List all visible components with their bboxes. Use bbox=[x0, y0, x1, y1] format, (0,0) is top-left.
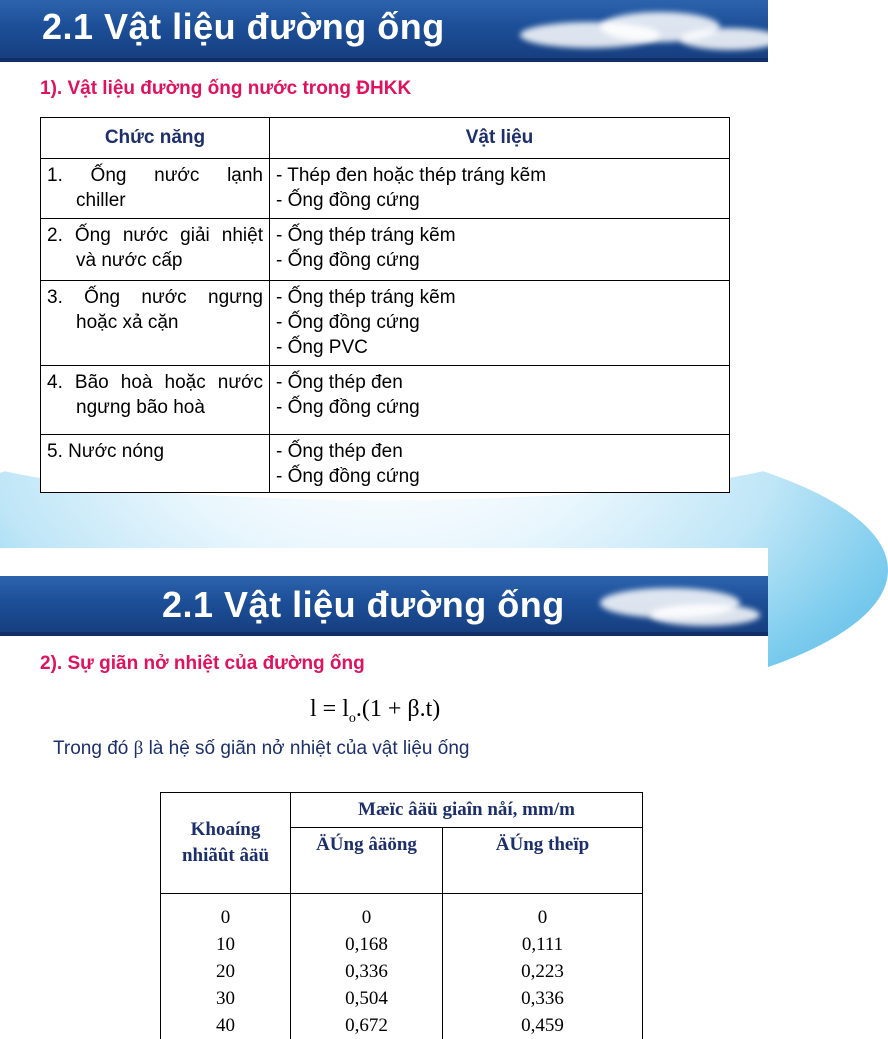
column-header-steel-pipe: ÄÚng theïp bbox=[443, 828, 643, 894]
temperature-cell: 30 bbox=[161, 985, 291, 1012]
material-item: - Ống thép tráng kẽm bbox=[276, 225, 456, 246]
function-text: 2. Ống nước giải nhiệt bbox=[47, 225, 263, 246]
table-row bbox=[41, 159, 730, 219]
copper-cell: 0,672 bbox=[291, 1012, 443, 1039]
table-row bbox=[41, 281, 730, 366]
temperature-cell: 40 bbox=[161, 1012, 291, 1039]
function-text: 4. Bão hoà hoặc nước bbox=[47, 372, 263, 393]
steel-cell: 0,223 bbox=[443, 958, 643, 985]
material-item: - Ống thép đen bbox=[276, 372, 403, 393]
copper-cell: 0 bbox=[291, 904, 443, 931]
formula-eq: = l bbox=[316, 696, 349, 722]
function-text: hoặc xả cặn bbox=[76, 312, 179, 333]
header-text: Khoaíng bbox=[190, 819, 261, 840]
table-row bbox=[161, 1012, 643, 1039]
table-row bbox=[41, 219, 730, 281]
slide-title: 2.1 Vật liệu đường ống bbox=[162, 584, 565, 625]
slide-1 bbox=[0, 0, 768, 548]
table-row bbox=[161, 985, 643, 1012]
material-item: - Ống đồng cứng bbox=[276, 466, 420, 487]
thermal-expansion-table bbox=[160, 792, 643, 1039]
function-text: ngưng bão hoà bbox=[76, 397, 205, 418]
temperature-cell: 0 bbox=[161, 904, 291, 931]
temperature-cell: 10 bbox=[161, 931, 291, 958]
table-row bbox=[161, 931, 643, 958]
column-header-copper-pipe: ÄÚng âäöng bbox=[291, 828, 443, 894]
slide-title: 2.1 Vật liệu đường ống bbox=[42, 6, 445, 47]
section-heading: 2). Sự giãn nở nhiệt của đường ống bbox=[40, 653, 365, 674]
function-text: 5. Nước nóng bbox=[47, 441, 165, 462]
material-item: - Ống đồng cứng bbox=[276, 397, 420, 418]
copper-cell: 0,336 bbox=[291, 958, 443, 985]
copper-cell: 0,168 bbox=[291, 931, 443, 958]
table-row bbox=[41, 435, 730, 493]
table-header-row bbox=[161, 793, 643, 828]
copper-cell: 0,504 bbox=[291, 985, 443, 1012]
formula-lhs: l bbox=[310, 696, 317, 722]
banner-divider bbox=[0, 632, 768, 636]
temperature-cell: 20 bbox=[161, 958, 291, 985]
function-text: chiller bbox=[76, 190, 126, 211]
description-text: Trong đó bbox=[53, 738, 134, 759]
column-header-function: Chức năng bbox=[41, 118, 270, 159]
material-item: - Ống đồng cứng bbox=[276, 312, 420, 333]
table-row bbox=[161, 904, 643, 931]
expansion-formula bbox=[310, 696, 440, 727]
material-item: - Ống đồng cứng bbox=[276, 190, 420, 211]
table-row bbox=[41, 366, 730, 435]
formula-rhs: .(1 + β.t) bbox=[355, 696, 441, 722]
formula-subscript: o bbox=[348, 710, 356, 726]
material-item: - Ống thép đen bbox=[276, 441, 403, 462]
column-header-temperature-range bbox=[161, 793, 291, 894]
material-item: - Ống thép tráng kẽm bbox=[276, 287, 456, 308]
steel-cell: 0,111 bbox=[443, 931, 643, 958]
steel-cell: 0,336 bbox=[443, 985, 643, 1012]
pipe-material-table bbox=[40, 117, 730, 493]
table-row bbox=[161, 958, 643, 985]
column-header-expansion: Mæïc âäü giaîn nåí, mm/m bbox=[291, 793, 643, 828]
material-item: - Thép đen hoặc thép tráng kẽm bbox=[276, 165, 547, 186]
beta-symbol: β bbox=[133, 738, 144, 759]
function-text: 3. Ống nước ngưng bbox=[47, 287, 263, 308]
steel-cell: 0,459 bbox=[443, 1012, 643, 1039]
header-text: nhiãût âäü bbox=[181, 845, 270, 866]
slide-2 bbox=[0, 548, 768, 1036]
cloud-decoration bbox=[650, 604, 760, 626]
material-item: - Ống PVC bbox=[276, 337, 368, 358]
description-text: là hệ số giãn nở nhiệt của vật liệu ống bbox=[143, 738, 470, 759]
steel-cell: 0 bbox=[443, 904, 643, 931]
table-header-row bbox=[41, 118, 730, 159]
formula-description bbox=[53, 738, 469, 760]
banner-divider bbox=[0, 58, 768, 62]
column-header-material: Vật liệu bbox=[270, 118, 730, 159]
function-text: 1. Ống nước lạnh bbox=[47, 165, 263, 186]
material-item: - Ống đồng cứng bbox=[276, 250, 420, 271]
cloud-decoration bbox=[680, 28, 780, 50]
section-heading: 1). Vật liệu đường ống nước trong ĐHKK bbox=[40, 78, 412, 99]
function-text: và nước cấp bbox=[76, 250, 183, 271]
